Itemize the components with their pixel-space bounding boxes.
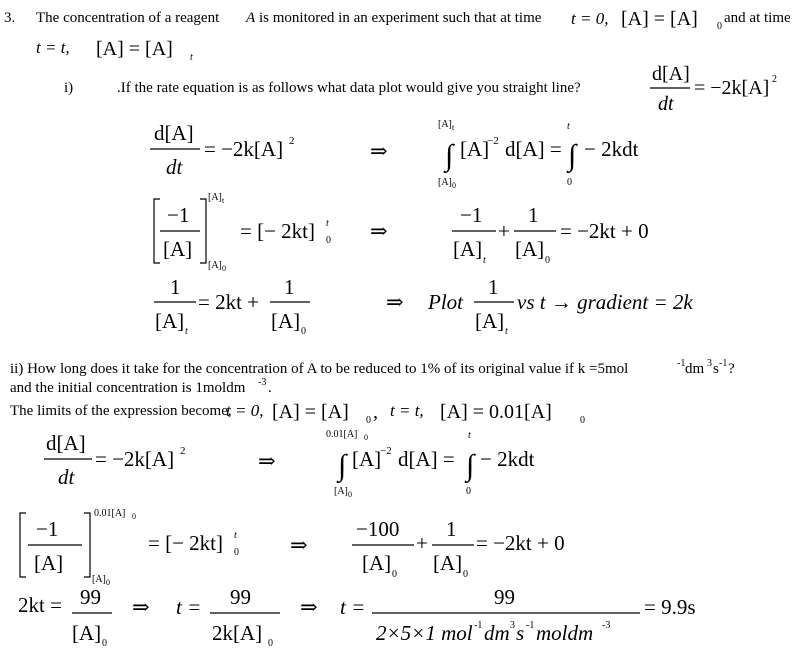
- svg-text:∫: ∫: [568, 139, 577, 172]
- part-i-heading: [64, 63, 777, 115]
- svg-text:[A]: [A]: [460, 137, 490, 161]
- svg-text:moldm: moldm: [536, 621, 594, 645]
- svg-text:dt: dt: [58, 465, 75, 489]
- svg-text:[A] = [A]: [A] = [A]: [272, 401, 349, 423]
- svg-text:⇒: ⇒: [290, 533, 308, 557]
- svg-text:-1: -1: [719, 358, 728, 369]
- svg-text:[A]: [A]: [453, 237, 483, 261]
- conc-A0: [A] = [A]: [621, 8, 698, 30]
- svg-text:0: 0: [392, 569, 397, 580]
- svg-text:= −2kt + 0: = −2kt + 0: [560, 219, 649, 243]
- svg-text:= −2k[A]: = −2k[A]: [95, 447, 175, 471]
- svg-text:t: t: [505, 326, 508, 337]
- implies-arrow: ⇒: [370, 139, 388, 163]
- svg-text:− 2kdt: − 2kdt: [480, 447, 535, 471]
- svg-text:= [− 2kt]: = [− 2kt]: [148, 531, 224, 555]
- svg-text:d[A] =: d[A] =: [505, 137, 562, 161]
- svg-text:0: 0: [717, 21, 722, 32]
- svg-text:[A]: [A]: [515, 237, 545, 261]
- svg-text:99: 99: [494, 585, 515, 609]
- svg-text:[A]: [A]: [208, 260, 222, 271]
- svg-text:t =: t =: [176, 595, 202, 619]
- svg-text:+: +: [416, 531, 428, 555]
- part-i-row3: [154, 275, 693, 337]
- svg-text:−100: −100: [356, 517, 400, 541]
- svg-text:?: ?: [728, 361, 735, 377]
- svg-text:−1: −1: [460, 203, 483, 227]
- svg-text:= −2kt + 0: = −2kt + 0: [476, 531, 565, 555]
- part-i-question: .If the rate equation is as follows what data plot would give you straight line?: [117, 80, 581, 96]
- svg-text:⇒: ⇒: [370, 219, 388, 243]
- svg-text:[A]: [A]: [352, 447, 382, 471]
- svg-text:[A]: [A]: [208, 192, 222, 203]
- svg-text:t = 0,: t = 0,: [571, 9, 609, 28]
- part-i-row1: [150, 119, 639, 190]
- svg-text:[A]: [A]: [163, 237, 193, 261]
- svg-text:0: 0: [106, 578, 110, 587]
- svg-text:A: A: [246, 10, 256, 26]
- svg-text:[A]: [A]: [155, 309, 185, 333]
- svg-text:⇒: ⇒: [386, 290, 404, 314]
- svg-text:,: ,: [373, 401, 378, 423]
- svg-text:2k[A]: 2k[A]: [212, 621, 263, 645]
- svg-text:⇒: ⇒: [132, 595, 150, 619]
- conc-At: [A] = [A]: [96, 38, 173, 60]
- svg-text:= [− 2kt]: = [− 2kt]: [240, 219, 316, 243]
- svg-text:3: 3: [510, 620, 515, 631]
- svg-text:[A]: [A]: [438, 177, 452, 188]
- final-result: = 9.9s: [644, 595, 696, 619]
- svg-text:vs t → gradient = 2k: vs t → gradient = 2k: [517, 290, 693, 314]
- part-ii-text: [10, 358, 735, 426]
- svg-text:-3: -3: [602, 620, 611, 631]
- svg-text:[A]: [A]: [362, 551, 392, 575]
- part-ii-question: ii) How long does it take for the concentration of A to be reduced to 1% of its original value if k =5mol: [10, 361, 629, 377]
- svg-text:0: 0: [366, 415, 371, 426]
- svg-text:t: t: [326, 218, 329, 229]
- svg-text:-1: -1: [474, 620, 483, 631]
- svg-text:1: 1: [446, 517, 457, 541]
- svg-text:[A]: [A]: [92, 574, 106, 585]
- svg-text:t: t: [468, 430, 471, 441]
- svg-text:t: t: [185, 326, 188, 337]
- part-i-label: i): [64, 80, 74, 96]
- svg-text:s: s: [516, 621, 525, 645]
- svg-text:t: t: [567, 121, 570, 132]
- svg-text:0: 0: [580, 415, 585, 426]
- svg-text:2kt =: 2kt =: [18, 593, 62, 617]
- svg-text:t = 0,: t = 0,: [226, 401, 264, 420]
- svg-text:t: t: [483, 255, 486, 266]
- svg-text:∫: ∫: [466, 449, 475, 482]
- svg-text:[A]: [A]: [438, 119, 452, 130]
- svg-text:0: 0: [102, 638, 107, 649]
- svg-text:0: 0: [132, 512, 136, 521]
- question-header: [4, 8, 791, 63]
- svg-text:−2: −2: [487, 135, 499, 147]
- svg-text:[A]: [A]: [34, 551, 64, 575]
- svg-text:-3: -3: [258, 377, 267, 388]
- svg-text:⇒: ⇒: [300, 595, 318, 619]
- intro-b: is monitored in an experiment such that at time: [259, 10, 542, 26]
- part-ii-limits: The limits of the expression become,: [10, 403, 232, 419]
- svg-text:∫: ∫: [338, 449, 347, 482]
- svg-text:dt: dt: [658, 93, 674, 115]
- svg-text:0: 0: [364, 433, 368, 442]
- svg-text:d[A]: d[A]: [154, 121, 194, 145]
- svg-text:3: 3: [707, 358, 712, 369]
- svg-text:[A]: [A]: [475, 309, 505, 333]
- svg-text:0: 0: [463, 569, 468, 580]
- svg-text:[A]: [A]: [334, 486, 348, 497]
- svg-text:d[A]: d[A]: [46, 431, 86, 455]
- svg-text:= 2kt +: = 2kt +: [198, 290, 260, 314]
- svg-text:−1: −1: [167, 203, 190, 227]
- integral-sign: ∫: [445, 139, 454, 172]
- part-i-row2: [154, 192, 649, 273]
- svg-text:[A]: [A]: [433, 551, 463, 575]
- svg-text:s: s: [713, 361, 719, 377]
- svg-text:1: 1: [528, 203, 539, 227]
- svg-text:0: 0: [466, 486, 471, 497]
- intro-a: The concentration of a reagent: [36, 10, 220, 26]
- svg-text:-1: -1: [526, 620, 535, 631]
- svg-text:2×5×1 mol: 2×5×1 mol: [376, 621, 473, 645]
- svg-text:t = t,: t = t,: [390, 401, 424, 420]
- svg-text:+: +: [498, 219, 510, 243]
- svg-text:.: .: [268, 380, 272, 396]
- part-ii-row1: [44, 429, 535, 499]
- svg-text:0.01[A]: 0.01[A]: [326, 429, 358, 440]
- svg-text:= −2k[A]: = −2k[A]: [694, 77, 770, 99]
- svg-text:t: t: [452, 123, 455, 132]
- svg-text:= −2k[A]: = −2k[A]: [204, 137, 284, 161]
- svg-text:1: 1: [284, 275, 295, 299]
- svg-text:0: 0: [301, 326, 306, 337]
- part-ii-row2: [20, 508, 565, 587]
- svg-text:1: 1: [170, 275, 181, 299]
- svg-text:0: 0: [222, 264, 226, 273]
- svg-text:2: 2: [289, 135, 295, 147]
- svg-text:dm: dm: [484, 621, 510, 645]
- part-ii-row3: [18, 585, 696, 649]
- svg-text:0: 0: [545, 255, 550, 266]
- svg-text:0: 0: [326, 235, 331, 246]
- svg-text:0: 0: [234, 547, 239, 558]
- svg-text:99: 99: [230, 585, 251, 609]
- svg-text:d[A] =: d[A] =: [398, 447, 455, 471]
- svg-text:t: t: [190, 52, 193, 63]
- svg-text:−2: −2: [380, 445, 392, 457]
- svg-text:0: 0: [567, 177, 572, 188]
- svg-text:⇒: ⇒: [258, 449, 276, 473]
- svg-text:dm: dm: [685, 361, 705, 377]
- svg-text:0: 0: [268, 638, 273, 649]
- intro-c: and at time: [724, 10, 791, 26]
- svg-text:t = t,: t = t,: [36, 38, 70, 57]
- svg-text:[A] = 0.01[A]: [A] = 0.01[A]: [440, 401, 552, 423]
- svg-text:2: 2: [772, 74, 777, 85]
- svg-text:-1: -1: [677, 358, 686, 369]
- svg-text:0: 0: [348, 490, 352, 499]
- svg-text:1: 1: [488, 275, 499, 299]
- svg-text:d[A]: d[A]: [652, 63, 690, 85]
- part-ii-initial: and the initial concentration is 1moldm: [10, 380, 246, 396]
- svg-text:0.01[A]: 0.01[A]: [94, 508, 126, 519]
- svg-text:[A]: [A]: [271, 309, 301, 333]
- svg-text:t =: t =: [340, 595, 366, 619]
- svg-text:2: 2: [180, 445, 186, 457]
- svg-text:99: 99: [80, 585, 101, 609]
- svg-text:−1: −1: [36, 517, 59, 541]
- svg-text:t: t: [234, 530, 237, 541]
- svg-text:dt: dt: [166, 155, 183, 179]
- svg-text:0: 0: [452, 181, 456, 190]
- svg-text:[A]: [A]: [72, 621, 102, 645]
- svg-text:Plot: Plot: [428, 290, 463, 314]
- svg-text:− 2kdt: − 2kdt: [584, 137, 639, 161]
- question-number: 3.: [4, 10, 16, 26]
- svg-text:t: t: [222, 196, 225, 205]
